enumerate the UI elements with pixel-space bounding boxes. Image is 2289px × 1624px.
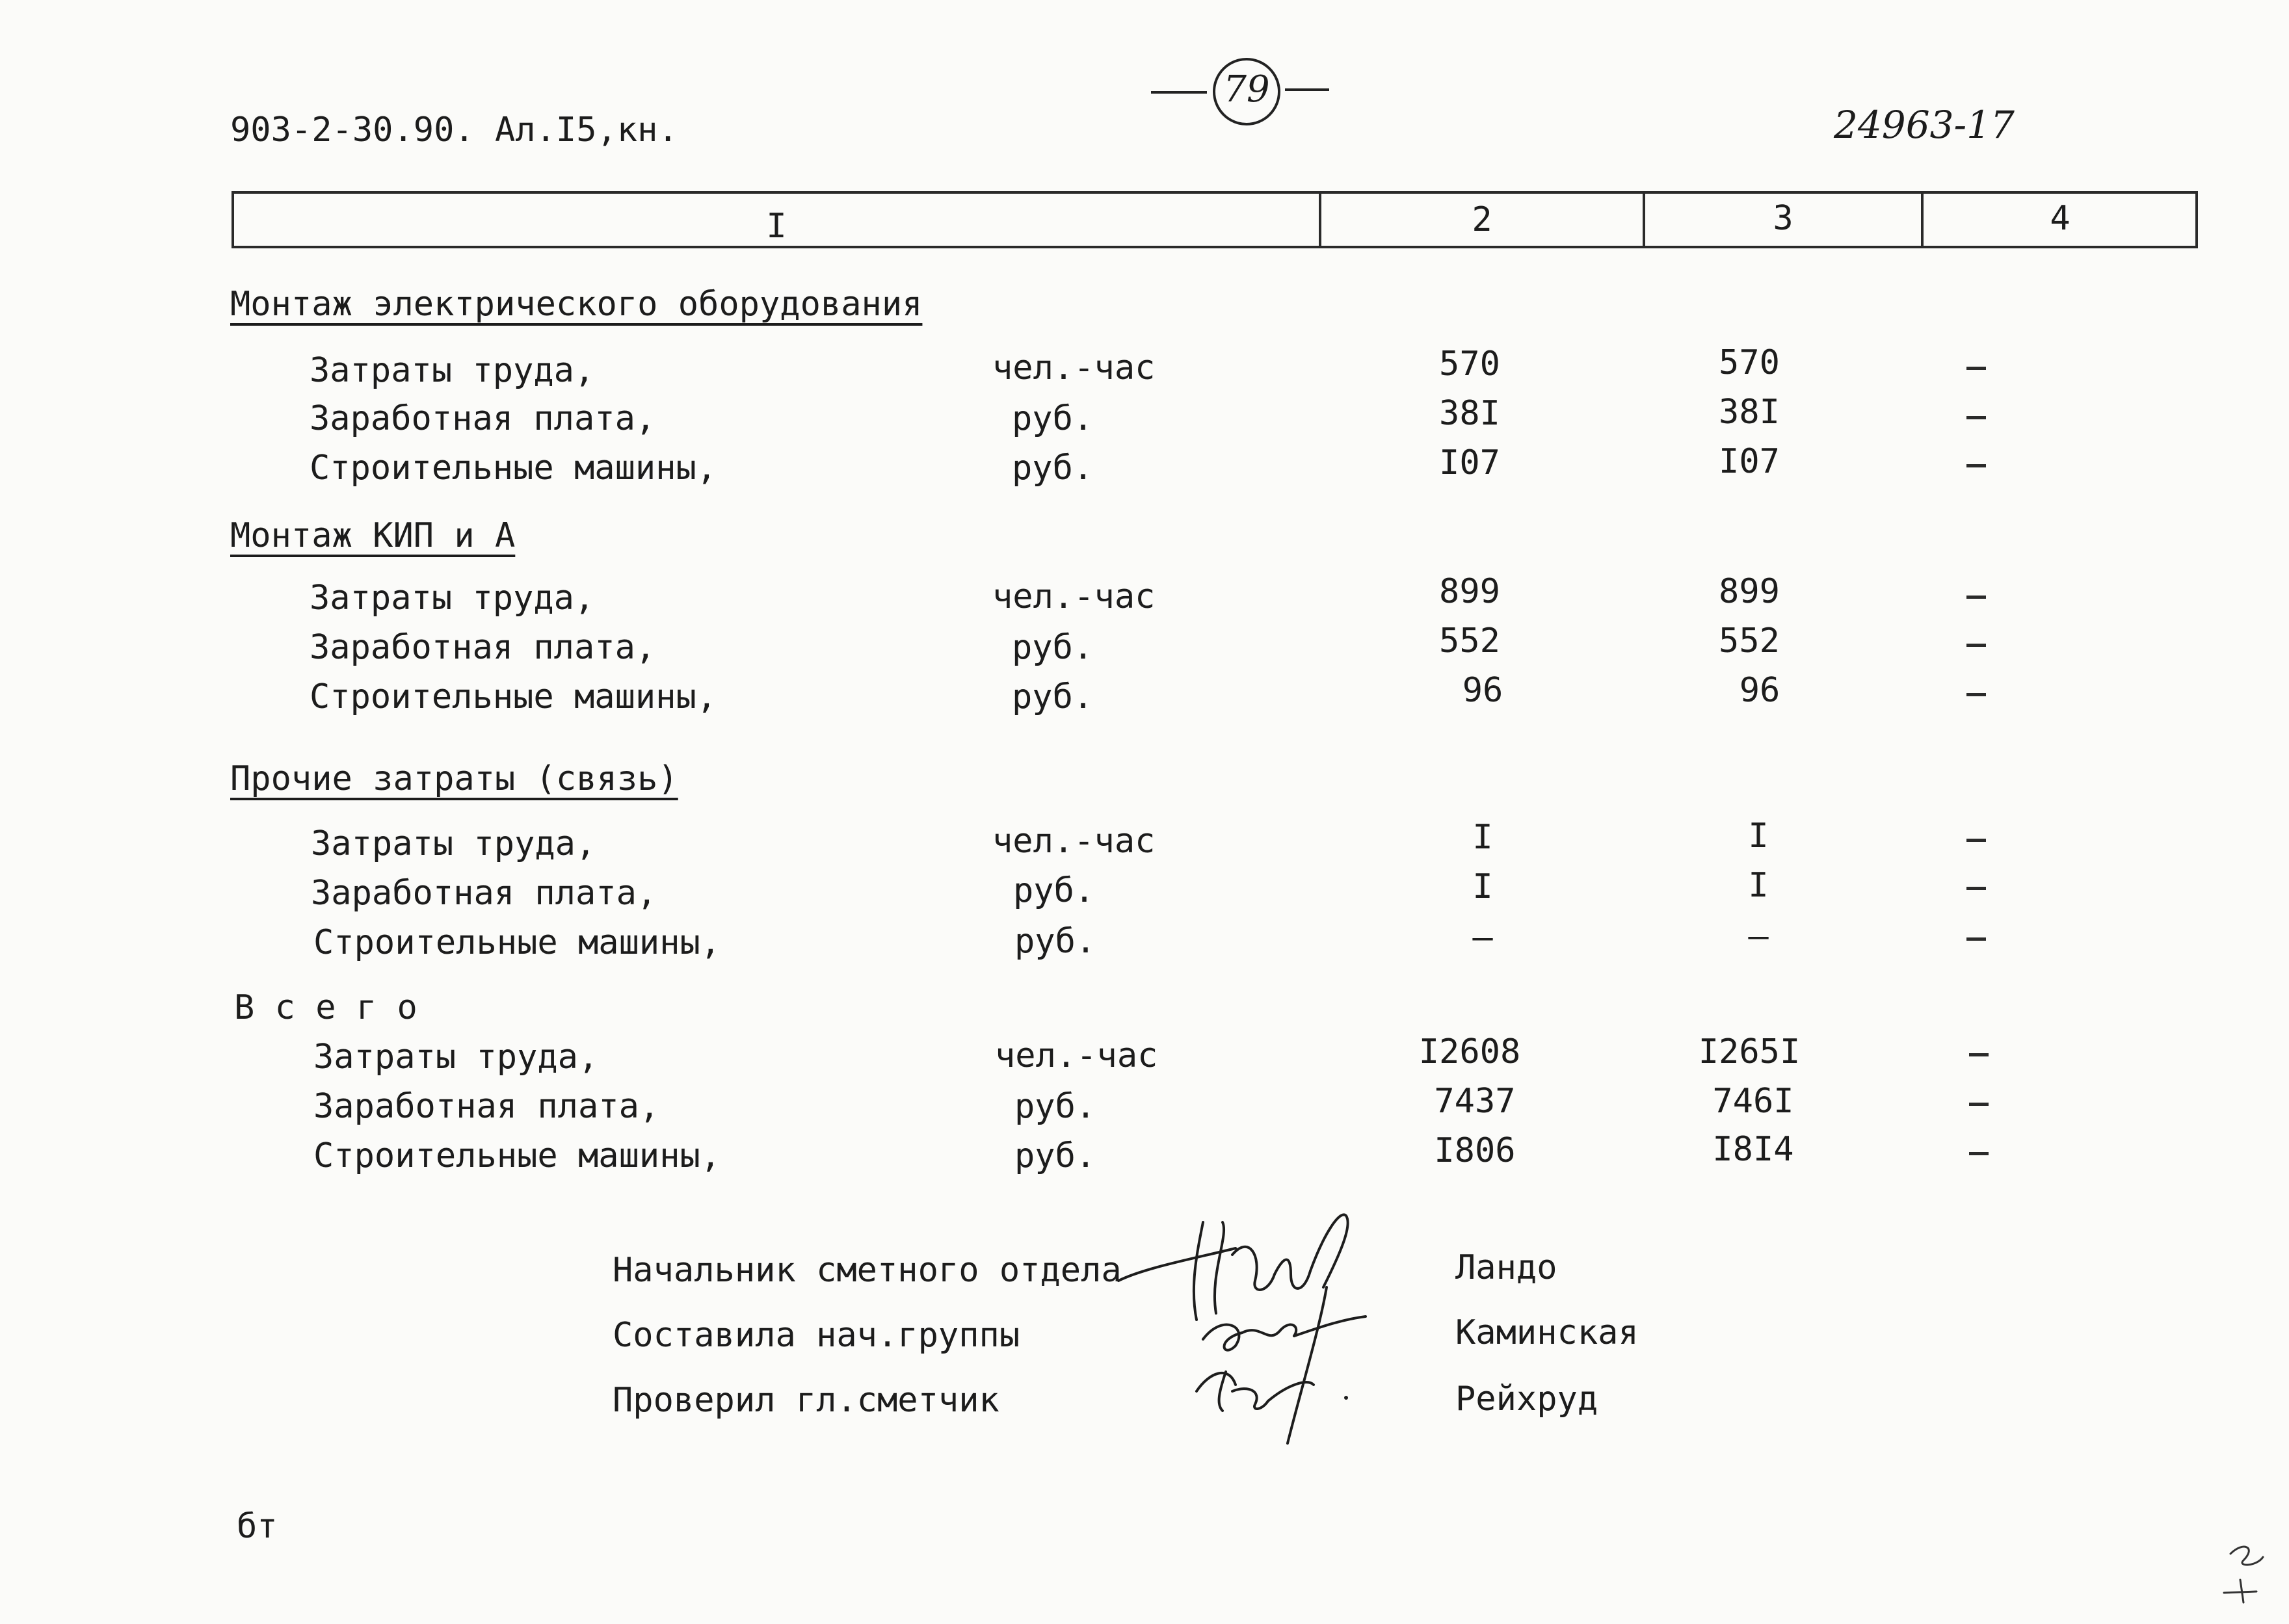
signature-role: Проверил гл.сметчик — [613, 1381, 999, 1420]
row-unit: руб. — [1014, 1087, 1096, 1126]
column-header-4: 4 — [2050, 199, 2071, 238]
section-title: Монтаж электрического оборудования — [230, 285, 923, 324]
row-unit: руб. — [1012, 449, 1094, 488]
row-value-col2: I07 — [1439, 443, 1500, 482]
row-value-col2: – — [1472, 918, 1493, 957]
section-title: Прочие затраты (связь) — [230, 759, 678, 798]
row-label: Затраты труда, — [311, 824, 596, 863]
row-value-col3: – — [1748, 917, 1769, 956]
row-value-col2: I2608 — [1418, 1032, 1521, 1071]
row-value-col4 — [1966, 693, 1986, 696]
row-value-col3: I265I — [1698, 1032, 1801, 1071]
page-number: 79 — [1223, 68, 1270, 111]
row-unit: руб. — [1012, 677, 1094, 716]
row-unit: руб. — [1013, 871, 1095, 910]
row-value-col3: I — [1748, 866, 1769, 905]
row-label: Строительные машины, — [310, 449, 717, 488]
signature-name: Рейхруд — [1455, 1380, 1598, 1419]
column-header-2: 2 — [1472, 200, 1492, 239]
signature-name: Ландо — [1455, 1248, 1557, 1287]
row-value-col2: 570 — [1439, 345, 1500, 384]
row-label: Затраты труда, — [310, 579, 595, 618]
column-header-3: 3 — [1773, 199, 1793, 238]
row-value-col4 — [1966, 887, 1986, 890]
row-unit: руб. — [1012, 628, 1094, 667]
row-value-col4 — [1966, 596, 1986, 599]
row-value-col2: I — [1472, 867, 1493, 906]
row-value-col2: 7437 — [1434, 1082, 1516, 1121]
row-unit: руб. — [1014, 1136, 1096, 1175]
row-value-col2: I806 — [1434, 1131, 1516, 1170]
row-value-col4 — [1966, 937, 1986, 941]
row-label: Заработная плата, — [311, 874, 657, 913]
row-label: Заработная плата, — [310, 628, 656, 667]
table-header — [232, 191, 2198, 248]
row-value-col3: 899 — [1719, 572, 1780, 611]
row-value-col3: I — [1748, 817, 1769, 856]
row-value-col4 — [1966, 644, 1986, 647]
row-value-col3: 570 — [1719, 343, 1780, 382]
row-unit: руб. — [1012, 399, 1094, 438]
signature-name: Каминская — [1455, 1313, 1639, 1352]
row-value-col3: 746I — [1712, 1082, 1794, 1121]
row-label: Строительные машины, — [313, 923, 721, 962]
row-label: Затраты труда, — [313, 1038, 599, 1077]
signature-role: Составила нач.группы — [613, 1316, 1020, 1355]
row-unit: чел.-час — [992, 577, 1156, 616]
row-value-col4 — [1969, 1103, 1989, 1106]
row-value-col4 — [1969, 1053, 1989, 1056]
column-header-1: I — [766, 207, 787, 246]
row-value-col3: 552 — [1719, 622, 1780, 661]
row-value-col4 — [1969, 1152, 1989, 1155]
page-number-dash-right — [1285, 88, 1329, 91]
row-value-col2: 38I — [1439, 394, 1500, 433]
row-value-col4 — [1966, 416, 1986, 419]
row-value-col2: 899 — [1439, 572, 1500, 611]
row-value-col3: I07 — [1719, 442, 1780, 481]
row-value-col4 — [1966, 367, 1986, 370]
signature-role: Начальник сметного отдела — [613, 1251, 1122, 1290]
row-value-col4 — [1966, 464, 1986, 467]
section-title: В с е г о — [234, 988, 417, 1027]
footer-code: бт — [237, 1507, 278, 1546]
row-label: Строительные машины, — [313, 1136, 721, 1175]
archive-number: 24963-17 — [1834, 103, 2015, 147]
row-unit: руб. — [1014, 922, 1096, 961]
row-label: Заработная плата, — [313, 1087, 660, 1126]
row-value-col3: I8I4 — [1712, 1130, 1794, 1169]
document-code: 903-2-30.90. Ал.I5,кн. — [230, 111, 678, 150]
row-unit: чел.-час — [992, 822, 1156, 861]
row-value-col3: 38I — [1719, 393, 1780, 432]
row-unit: чел.-час — [995, 1036, 1158, 1075]
row-value-col2: 96 — [1462, 671, 1503, 710]
row-value-col2: 552 — [1439, 622, 1500, 661]
row-label: Строительные машины, — [310, 677, 717, 716]
section-title: Монтаж КИП и А — [230, 516, 516, 555]
row-value-col2: I — [1472, 818, 1493, 857]
row-label: Заработная плата, — [310, 399, 656, 438]
row-value-col3: 96 — [1739, 671, 1780, 710]
row-label: Затраты труда, — [310, 351, 595, 390]
page-number-dash-left — [1151, 91, 1207, 94]
margin-scribble — [2217, 1534, 2269, 1606]
page-number-stamp — [1211, 56, 1282, 127]
row-value-col4 — [1966, 839, 1986, 842]
handwritten-signatures — [1066, 1196, 1457, 1469]
row-unit: чел.-час — [992, 348, 1156, 387]
